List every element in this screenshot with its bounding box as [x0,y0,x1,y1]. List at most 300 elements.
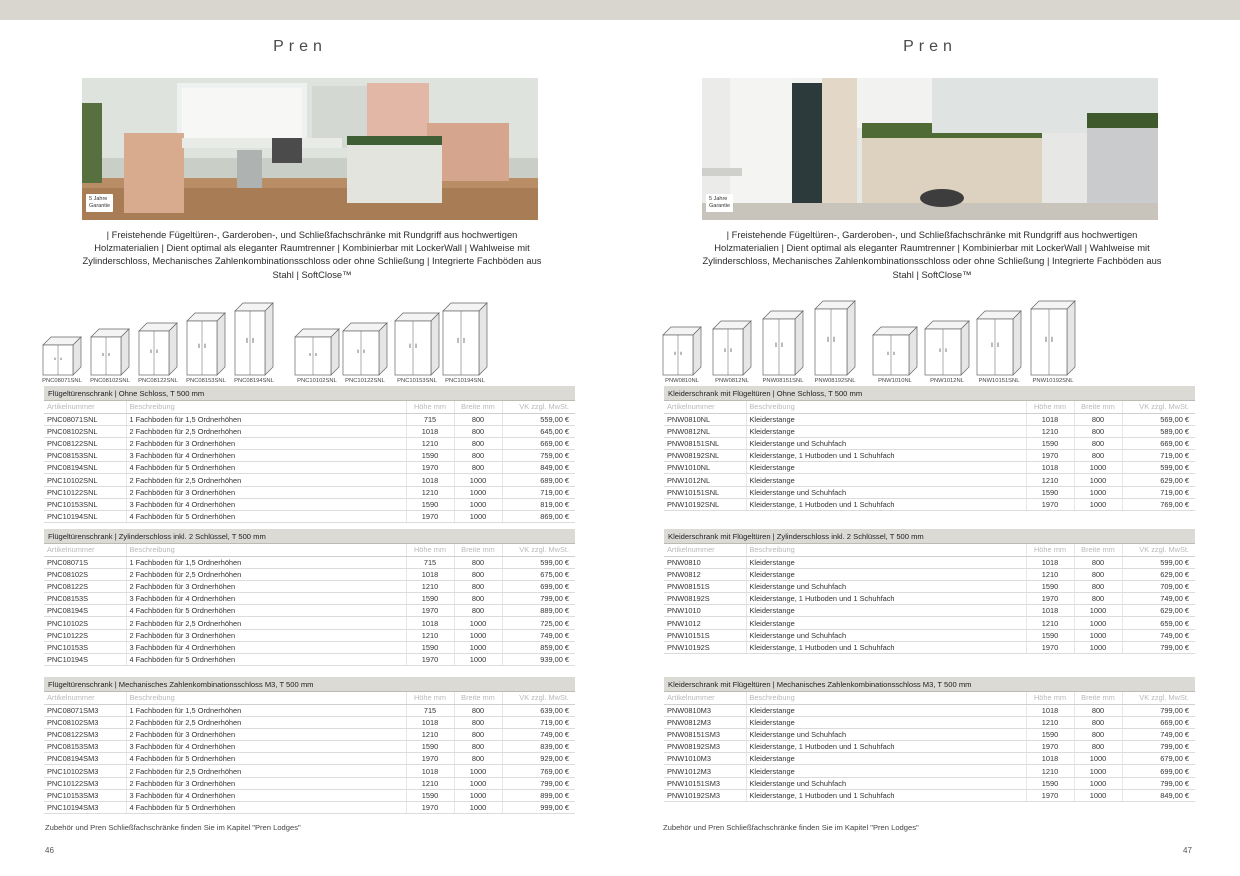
table-cell: 800 [454,753,502,765]
table-cell: PNW0810 [664,556,746,568]
price-table [664,401,1195,511]
table-cell: 799,00 € [1122,741,1195,753]
column-header: VK zzgl. MwSt. [1122,401,1195,413]
table-cell: 869,00 € [502,511,575,523]
table-cell: 800 [1074,413,1122,425]
table-cell: 1970 [1026,741,1074,753]
table-cell: PNC10102SNL [44,474,126,486]
top-bar [0,0,1240,20]
table-cell: PNW08192SNL [664,450,746,462]
table-cell: PNC08122SNL [44,437,126,449]
table-cell: 4 Fachböden für 5 Ordnerhöhen [126,605,406,617]
table-cell: 1000 [1074,777,1122,789]
table-cell: PNC08102S [44,568,126,580]
thumbnail-code: PNW0810NL [665,378,699,384]
table-cell: 799,00 € [1122,777,1195,789]
table-row [44,777,575,789]
table-cell: 1018 [406,617,454,629]
table-cell: 1590 [1026,629,1074,641]
page-title: Pren [273,38,327,55]
table-cell: 1590 [1026,777,1074,789]
column-header: Artikelnummer [664,544,746,556]
column-header: Artikelnummer [44,544,126,556]
table-row [44,450,575,462]
table-cell: 715 [406,556,454,568]
table-row [44,511,575,523]
table-cell: Kleiderstange [746,474,1026,486]
price-table [44,544,575,666]
table-row [44,741,575,753]
table-heading: Flügeltürenschrank | Zylinderschloss inkl. 2 Schlüssel, T 500 mm [44,529,575,544]
product-thumbnail [138,322,178,384]
table-row [664,568,1195,580]
column-header: Höhe mm [1026,401,1074,413]
table-cell: Kleiderstange, 1 Hutboden und 1 Schuhfach [746,789,1026,801]
table-cell: 1000 [1074,789,1122,801]
table-row [664,753,1195,765]
table-cell: 689,00 € [502,474,575,486]
table-cell: 1970 [1026,641,1074,653]
table-cell: Kleiderstange, 1 Hutboden und 1 Schuhfach [746,593,1026,605]
table-cell: 939,00 € [502,654,575,666]
thumbnail-code: PNC08153SNL [186,378,226,384]
table-cell: 1 Fachboden für 1,5 Ordnerhöhen [126,704,406,716]
table-cell: PNC08194SNL [44,462,126,474]
table-cell: PNC08153SM3 [44,741,126,753]
column-header: Höhe mm [406,692,454,704]
table-cell: 1000 [454,511,502,523]
table-cell: 1000 [1074,486,1122,498]
thumbnail-code: PNW1012NL [930,378,964,384]
product-thumbnail [662,326,702,384]
table-cell: PNC10194SNL [44,511,126,523]
price-table-no-lock [664,386,1195,511]
table-cell: PNW1010NL [664,462,746,474]
table-cell: Kleiderstange und Schuhfach [746,777,1026,789]
table-cell: 749,00 € [1122,629,1195,641]
table-cell: 929,00 € [502,753,575,765]
footnote: Zubehör und Pren Schließfachschränke finden Sie im Kapitel "Pren Lodges" [45,823,301,832]
table-row [664,777,1195,789]
table-cell: 2 Fachböden für 2,5 Ordnerhöhen [126,568,406,580]
thumbnail-code: PNC10102SNL [297,378,337,384]
table-cell: 1590 [406,593,454,605]
product-description: | Freistehende Fügeltüren-, Garderoben-, und Schließfachschränke mit Rundgriff aus hochwertigen Holzmaterialien | Dient optimal als eleganter Raumtrenner | Kombinierbar mit LockerWall | Wahlweise mit Zylinderschloss, Mechanisches Zahlenkombinationsschloss oder ohne Schließung | Integrierte Fachböden aus Stahl | SoftClose™ [82,229,542,280]
table-cell: 800 [454,728,502,740]
table-cell: 1000 [454,641,502,653]
table-row [664,450,1195,462]
page-right [620,20,1240,876]
table-cell: 1018 [1026,753,1074,765]
table-cell: 679,00 € [1122,753,1195,765]
warranty-badge: 5 Jahre Garantie [86,194,113,212]
table-cell: PNW0812M3 [664,716,746,728]
product-thumbnail [342,322,388,384]
table-heading: Flügeltürenschrank | Mechanisches Zahlenkombinationsschloss M3, T 500 mm [44,677,575,692]
table-cell: 799,00 € [502,593,575,605]
table-row [44,486,575,498]
table-cell: 1590 [406,498,454,510]
table-cell: Kleiderstange [746,617,1026,629]
table-row [664,437,1195,449]
table-cell: Kleiderstange [746,425,1026,437]
price-table [664,544,1195,654]
table-cell: 4 Fachböden für 5 Ordnerhöhen [126,802,406,814]
table-cell: 1 Fachboden für 1,5 Ordnerhöhen [126,413,406,425]
table-row [44,462,575,474]
table-cell: 800 [1074,741,1122,753]
column-header: Artikelnummer [44,692,126,704]
product-thumbnail [234,302,274,384]
table-cell: 1000 [1074,629,1122,641]
table-cell: PNW10151SNL [664,486,746,498]
table-cell: PNW1010M3 [664,753,746,765]
thumbnail-code: PNW08192SNL [814,378,856,384]
table-row [664,593,1195,605]
table-cell: 800 [1074,580,1122,592]
table-cell: 800 [1074,593,1122,605]
product-thumbnail [762,310,804,384]
table-cell: Kleiderstange und Schuhfach [746,629,1026,641]
table-cell: 800 [454,605,502,617]
price-table-cylinder-lock [664,529,1195,654]
table-cell: 849,00 € [502,462,575,474]
column-header: VK zzgl. MwSt. [1122,692,1195,704]
table-cell: 800 [454,568,502,580]
table-row [664,498,1195,510]
table-row [664,629,1195,641]
table-row [44,568,575,580]
table-row [664,425,1195,437]
table-cell: PNW0810M3 [664,704,746,716]
column-header: Artikelnummer [44,401,126,413]
column-header: Breite mm [1074,692,1122,704]
table-cell: 629,00 € [1122,605,1195,617]
table-row [44,789,575,801]
product-description: | Freistehende Fügeltüren-, Garderoben-, und Schließfachschränke mit Rundgriff aus hochwertigen Holzmaterialien | Dient optimal als eleganter Raumtrenner | Kombinierbar mit LockerWall | Wahlweise mit Zylinderschloss, Mechanisches Zahlenkombinationsschloss oder ohne Schließung | Integrierte Fachböden aus Stahl | SoftClose™ [702,229,1162,280]
table-cell: Kleiderstange, 1 Hutboden und 1 Schuhfach [746,450,1026,462]
product-thumbnail [712,320,752,384]
table-cell: 800 [454,425,502,437]
table-row [44,765,575,777]
table-row [44,425,575,437]
table-row [44,413,575,425]
table-row [44,654,575,666]
product-thumbnail [294,328,340,384]
table-cell: 1970 [1026,450,1074,462]
column-header: Höhe mm [1026,692,1074,704]
table-cell: PNW08151SM3 [664,728,746,740]
table-cell: Kleiderstange und Schuhfach [746,728,1026,740]
table-heading: Kleiderschrank mit Flügeltüren | Ohne Schloss, T 500 mm [664,386,1195,401]
table-row [664,474,1195,486]
table-cell: 800 [1074,568,1122,580]
table-cell: 1210 [1026,425,1074,437]
table-cell: PNW1012M3 [664,765,746,777]
table-cell: 1210 [1026,765,1074,777]
table-row [664,789,1195,801]
table-cell: 629,00 € [1122,474,1195,486]
table-cell: 569,00 € [1122,413,1195,425]
thumbnail-code: PNW10192SNL [1032,378,1074,384]
table-cell: 1018 [1026,556,1074,568]
product-thumbnail [442,302,488,384]
table-cell: 1970 [406,511,454,523]
footnote: Zubehör und Pren Schließfachschränke finden Sie im Kapitel "Pren Lodges" [663,823,919,832]
table-cell: 800 [454,580,502,592]
product-thumbnail [924,320,970,384]
table-cell: 1000 [1074,605,1122,617]
table-cell: 800 [454,556,502,568]
table-cell: PNW10151SM3 [664,777,746,789]
table-row [664,605,1195,617]
table-row [44,629,575,641]
table-cell: 800 [454,593,502,605]
table-row [664,728,1195,740]
product-thumbnail [976,310,1022,384]
table-cell: 1970 [406,654,454,666]
table-cell: 2 Fachböden für 3 Ordnerhöhen [126,728,406,740]
table-cell: PNC08071SM3 [44,704,126,716]
table-cell: 2 Fachböden für 3 Ordnerhöhen [126,777,406,789]
column-header: Breite mm [454,692,502,704]
table-cell: 1000 [454,802,502,814]
table-row [664,556,1195,568]
table-cell: 2 Fachböden für 3 Ordnerhöhen [126,486,406,498]
table-row [664,704,1195,716]
table-cell: Kleiderstange [746,462,1026,474]
table-cell: 1970 [406,605,454,617]
table-cell: PNC08122S [44,580,126,592]
table-cell: 1000 [454,765,502,777]
table-cell: 1018 [406,716,454,728]
thumbnail-code: PNC10194SNL [445,378,485,384]
table-row [44,641,575,653]
table-cell: 669,00 € [502,437,575,449]
table-cell: 1018 [406,474,454,486]
table-cell: 1970 [1026,498,1074,510]
table-row [664,413,1195,425]
table-cell: 599,00 € [1122,462,1195,474]
table-cell: 1018 [1026,413,1074,425]
table-cell: PNC10194S [44,654,126,666]
table-cell: 3 Fachböden für 4 Ordnerhöhen [126,641,406,653]
table-cell: 1000 [454,474,502,486]
table-cell: 2 Fachböden für 2,5 Ordnerhöhen [126,716,406,728]
thumbnail-code: PNC08122SNL [138,378,178,384]
table-cell: 1210 [406,580,454,592]
table-cell: 1210 [406,486,454,498]
column-header: Breite mm [454,544,502,556]
table-cell: PNC08153SNL [44,450,126,462]
table-cell: 2 Fachböden für 2,5 Ordnerhöhen [126,474,406,486]
column-header: Beschreibung [746,692,1026,704]
column-header: Breite mm [1074,544,1122,556]
table-cell: 1000 [1074,641,1122,653]
table-cell: 2 Fachböden für 3 Ordnerhöhen [126,629,406,641]
page-number: 47 [1183,846,1192,855]
table-cell: 1970 [406,753,454,765]
table-cell: 1590 [406,450,454,462]
table-cell: 1210 [1026,716,1074,728]
table-cell: 1000 [454,629,502,641]
table-cell: 1590 [406,741,454,753]
table-cell: 3 Fachböden für 4 Ordnerhöhen [126,789,406,801]
table-cell: 1000 [454,617,502,629]
table-cell: Kleiderstange [746,765,1026,777]
table-cell: PNC08194S [44,605,126,617]
table-cell: 1000 [454,654,502,666]
table-cell: Kleiderstange [746,556,1026,568]
page-title: Pren [903,38,957,55]
table-cell: 800 [1074,437,1122,449]
table-cell: Kleiderstange [746,568,1026,580]
table-cell: 1210 [1026,617,1074,629]
table-cell: 645,00 € [502,425,575,437]
table-cell: PNC08122SM3 [44,728,126,740]
table-row [44,437,575,449]
table-cell: 769,00 € [1122,498,1195,510]
table-cell: 800 [454,716,502,728]
table-cell: PNW1012 [664,617,746,629]
table-cell: 1210 [406,437,454,449]
table-cell: 800 [1074,425,1122,437]
table-cell: 4 Fachböden für 5 Ordnerhöhen [126,654,406,666]
product-thumbnail [872,326,918,384]
table-cell: PNW10151S [664,629,746,641]
thumbnail-code: PNW10151SNL [978,378,1020,384]
table-heading: Kleiderschrank mit Flügeltüren | Zylinderschloss inkl. 2 Schlüssel, T 500 mm [664,529,1195,544]
table-cell: 719,00 € [502,716,575,728]
price-table [664,692,1195,802]
table-cell: 819,00 € [502,498,575,510]
table-cell: PNC10122S [44,629,126,641]
table-cell: 800 [1074,704,1122,716]
product-thumbnail [1030,300,1076,384]
table-cell: Kleiderstange, 1 Hutboden und 1 Schuhfach [746,741,1026,753]
table-row [44,580,575,592]
thumbnail-code: PNC10153SNL [397,378,437,384]
table-cell: 1590 [406,641,454,653]
table-cell: PNW08151S [664,580,746,592]
table-cell: 675,00 € [502,568,575,580]
column-header: VK zzgl. MwSt. [502,692,575,704]
table-cell: 669,00 € [1122,716,1195,728]
table-cell: 800 [454,704,502,716]
table-cell: PNW08151SNL [664,437,746,449]
table-cell: Kleiderstange [746,413,1026,425]
table-cell: 1590 [1026,437,1074,449]
table-cell: 1970 [1026,593,1074,605]
table-row [664,765,1195,777]
table-cell: 1018 [406,425,454,437]
table-cell: PNC10102S [44,617,126,629]
table-cell: PNC08102SNL [44,425,126,437]
table-cell: 800 [1074,728,1122,740]
table-row [44,605,575,617]
table-cell: 1018 [406,765,454,777]
column-header: VK zzgl. MwSt. [1122,544,1195,556]
table-cell: 719,00 € [502,486,575,498]
product-thumbnails [42,288,582,384]
table-cell: 800 [454,437,502,449]
table-cell: 1000 [1074,753,1122,765]
table-row [44,593,575,605]
column-header: Beschreibung [746,401,1026,413]
table-cell: 749,00 € [1122,728,1195,740]
page-left [0,20,620,876]
table-cell: 749,00 € [502,728,575,740]
thumbnail-code: PNW08151SNL [762,378,804,384]
table-cell: 800 [1074,716,1122,728]
table-cell: Kleiderstange [746,716,1026,728]
table-cell: 2 Fachböden für 2,5 Ordnerhöhen [126,765,406,777]
table-cell: 1018 [1026,704,1074,716]
table-cell: PNC08071SNL [44,413,126,425]
table-cell: 2 Fachböden für 2,5 Ordnerhöhen [126,617,406,629]
table-cell: Kleiderstange [746,605,1026,617]
table-cell: 3 Fachböden für 4 Ordnerhöhen [126,498,406,510]
table-cell: PNW1010 [664,605,746,617]
table-cell: PNC08194SM3 [44,753,126,765]
table-cell: 1000 [1074,474,1122,486]
warranty-badge: 5 Jahre Garantie [706,194,733,212]
table-row [44,802,575,814]
table-row [44,498,575,510]
table-cell: Kleiderstange [746,753,1026,765]
table-cell: Kleiderstange und Schuhfach [746,486,1026,498]
table-cell: 859,00 € [502,641,575,653]
thumbnail-code: PNC08194SNL [234,378,274,384]
table-cell: PNC10194SM3 [44,802,126,814]
table-cell: 1590 [1026,580,1074,592]
column-header: Artikelnummer [664,692,746,704]
table-cell: 709,00 € [1122,580,1195,592]
table-cell: 1000 [1074,765,1122,777]
table-cell: 599,00 € [1122,556,1195,568]
table-cell: 3 Fachböden für 4 Ordnerhöhen [126,593,406,605]
table-cell: 1000 [454,498,502,510]
table-cell: PNW0810NL [664,413,746,425]
table-cell: 1210 [406,728,454,740]
table-cell: PNC10122SM3 [44,777,126,789]
product-photo-wardrobe [702,78,1158,220]
table-cell: 4 Fachböden für 5 Ordnerhöhen [126,511,406,523]
table-cell: 669,00 € [1122,437,1195,449]
column-header: Breite mm [1074,401,1122,413]
table-cell: PNC10102SM3 [44,765,126,777]
table-cell: Kleiderstange und Schuhfach [746,580,1026,592]
thumbnail-code: PNC08071SNL [42,378,82,384]
table-cell: Kleiderstange und Schuhfach [746,437,1026,449]
table-cell: 800 [454,413,502,425]
table-cell: 749,00 € [502,629,575,641]
price-table-no-lock [44,386,575,523]
table-cell: 759,00 € [502,450,575,462]
table-cell: 800 [454,741,502,753]
table-cell: 1000 [454,789,502,801]
table-cell: 725,00 € [502,617,575,629]
table-cell: PNC10153SNL [44,498,126,510]
table-cell: 799,00 € [1122,641,1195,653]
column-header: Beschreibung [126,401,406,413]
table-heading: Kleiderschrank mit Flügeltüren | Mechanisches Zahlenkombinationsschloss M3, T 500 mm [664,677,1195,692]
table-row [44,716,575,728]
table-row [44,728,575,740]
table-cell: 719,00 € [1122,486,1195,498]
table-cell: PNW10192SM3 [664,789,746,801]
table-cell: 4 Fachböden für 5 Ordnerhöhen [126,753,406,765]
